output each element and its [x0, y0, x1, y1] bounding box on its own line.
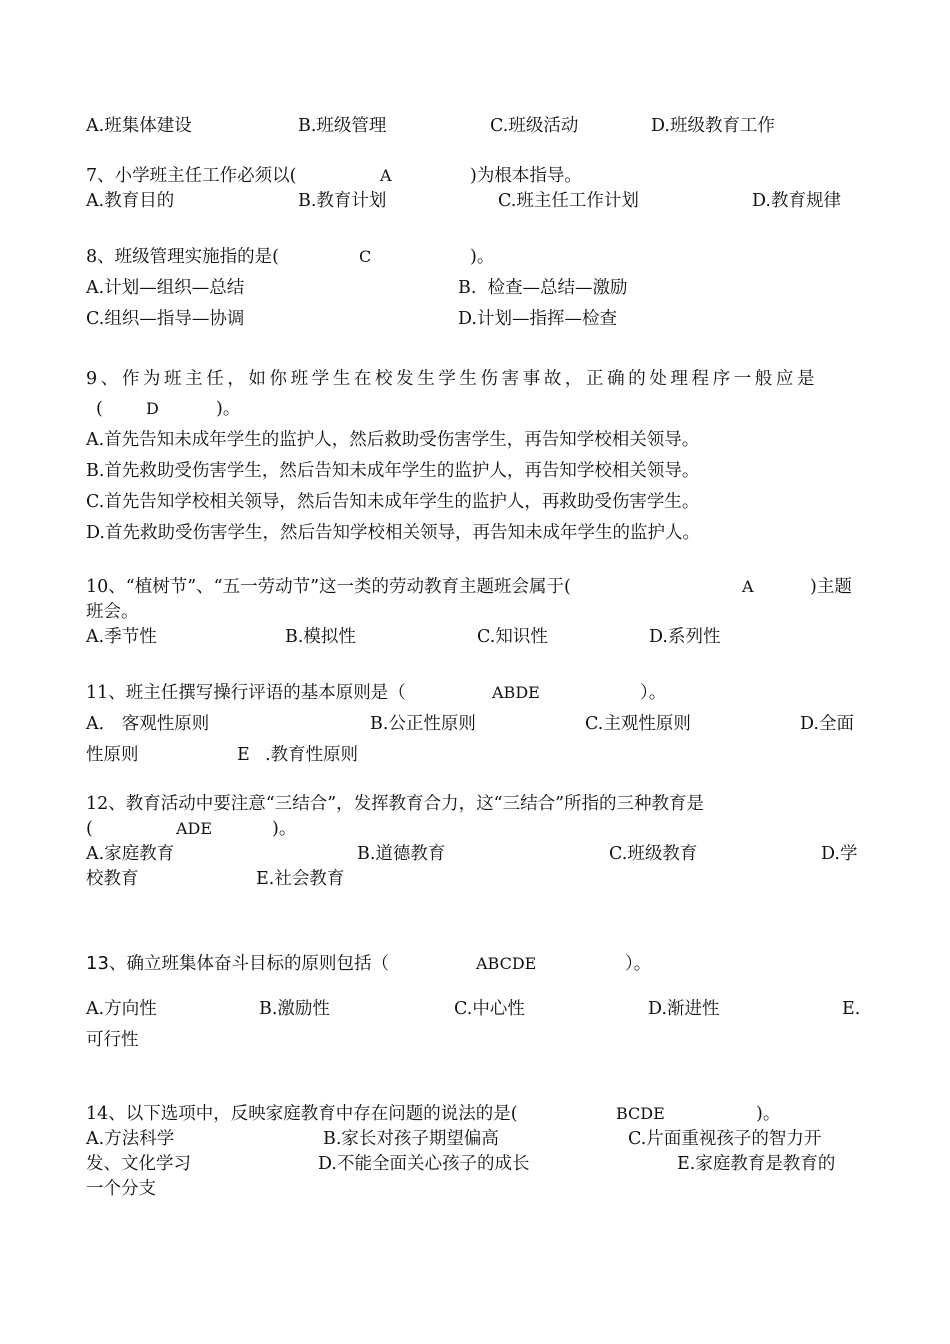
q8-option-d: D.计划—指挥—检查 — [458, 309, 617, 329]
q11-stem-end: ）。 — [640, 683, 667, 703]
q9-option-a: A.首先告知未成年学生的监护人，然后救助受伤害学生，再告知学校相关领导。 — [86, 430, 700, 450]
q10-stem-end: )主题 — [810, 577, 852, 597]
q12-stem: 12、教育活动中要注意“三结合”，发挥教育合力，这“三结合”所指的三种教育是 — [86, 794, 705, 814]
q14-option-a: A.方法科学 — [86, 1129, 175, 1149]
q6-option-d: D.班级教育工作 — [651, 116, 775, 136]
q13-number: 13 — [86, 953, 109, 974]
q14-option-c: C.片面重视孩子的智力开 — [628, 1129, 822, 1149]
q12-option-b: B.道德教育 — [357, 844, 446, 864]
q9-paren-close: )。 — [216, 399, 241, 419]
q11-answer: ABDE — [492, 683, 540, 702]
q14-option-d: D.不能全面关心孩子的成长 — [318, 1154, 530, 1174]
q13-option-a: A.方向性 — [86, 999, 157, 1019]
q9-stem: 9、作为班主任，如你班学生在校发生学生伤害事故，正确的处理程序一般应是 — [86, 369, 819, 389]
q13-option-d: D.渐进性 — [648, 999, 720, 1019]
q7-option-b: B.教育计划 — [298, 191, 387, 211]
q8-option-c: C.组织—指导—协调 — [86, 309, 245, 329]
q11-option-e: .教育性原则 — [265, 745, 359, 765]
q7-option-d: D.教育规律 — [752, 191, 841, 211]
q11-stem: 11、班主任撰写操行评语的基本原则是（ — [86, 683, 406, 703]
q14-option-b: B.家长对孩子期望偏高 — [323, 1129, 499, 1149]
q12-option-c: C.班级教育 — [609, 844, 698, 864]
q8-stem-end: )。 — [470, 247, 495, 267]
q11-option-d: D.全面 — [800, 714, 854, 734]
q7-stem-end: )为根本指导。 — [470, 166, 582, 186]
q6-option-a: A.班集体建设 — [86, 116, 192, 136]
q7-stem: 7、小学班主任工作必须以( — [86, 166, 297, 186]
q10-option-a: A.季节性 — [86, 627, 157, 647]
q9-option-c: C.首先告知学校相关领导，然后告知未成年学生的监护人，再救助受伤害学生。 — [86, 492, 700, 512]
q12-paren-open: ( — [86, 819, 93, 839]
q12-option-e: E.社会教育 — [256, 869, 345, 889]
q9-paren-open: ( — [96, 399, 103, 419]
q9-answer: D — [146, 399, 159, 418]
q12-option-d-cont: 校教育 — [86, 869, 139, 889]
q10-option-c: C.知识性 — [477, 627, 548, 647]
q6-option-c: C.班级活动 — [490, 116, 579, 136]
q14-stem-end: )。 — [756, 1104, 781, 1124]
q6-option-b: B.班级管理 — [298, 116, 387, 136]
q12-answer: ADE — [176, 819, 213, 838]
q10-answer: A — [742, 577, 754, 596]
q7-option-c: C.班主任工作计划 — [498, 191, 639, 211]
q11-option-e-label: E — [237, 745, 250, 765]
q7-answer: A — [380, 166, 392, 185]
q13-option-c: C.中心性 — [454, 999, 525, 1019]
q9-option-b: B.首先救助受伤害学生，然后告知未成年学生的监护人，再告知学校相关领导。 — [86, 461, 700, 481]
q10-option-d: D.系列性 — [649, 627, 721, 647]
q12-option-d: D.学 — [821, 844, 858, 864]
q11-option-c: C.主观性原则 — [585, 714, 691, 734]
q13-option-b: B.激励性 — [259, 999, 330, 1019]
q11-option-b: B.公正性原则 — [370, 714, 476, 734]
q13-stem-end: ）。 — [625, 954, 652, 974]
q14-option-e-cont: 一个分支 — [86, 1179, 156, 1199]
q7-option-a: A.教育目的 — [86, 191, 175, 211]
q10-stem: 10、“植树节”、“五一劳动节”这一类的劳动教育主题班会属于( — [86, 577, 571, 597]
q9-option-d: D.首先救助受伤害学生，然后告知学校相关领导，再告知未成年学生的监护人。 — [86, 523, 700, 543]
q13-answer: ABCDE — [476, 954, 537, 973]
q8-option-a: A.计划—组织—总结 — [86, 278, 245, 298]
q13-option-e: E. — [842, 999, 861, 1019]
q8-stem: 8、班级管理实施指的是( — [86, 247, 279, 267]
q10-stem-cont: 班会。 — [86, 602, 139, 622]
q14-option-e: E.家庭教育是教育的 — [677, 1154, 836, 1174]
q13-option-e-cont: 可行性 — [86, 1030, 139, 1050]
q12-option-a: A.家庭教育 — [86, 844, 175, 864]
q12-paren-close: )。 — [272, 819, 297, 839]
q8-option-b: B. 检查—总结—激励 — [458, 278, 628, 298]
q14-stem: 14、以下选项中，反映家庭教育中存在问题的说法的是( — [86, 1104, 518, 1124]
q13-stem: 、确立班集体奋斗目标的原则包括（ — [109, 954, 389, 974]
q14-option-c-cont: 发、文化学习 — [86, 1154, 191, 1174]
q10-option-b: B.模拟性 — [285, 627, 356, 647]
q11-option-a: A． 客观性原则 — [86, 714, 210, 734]
q11-option-d-cont: 性原则 — [86, 745, 139, 765]
q8-answer: C — [359, 247, 372, 266]
q14-answer: BCDE — [616, 1104, 665, 1123]
